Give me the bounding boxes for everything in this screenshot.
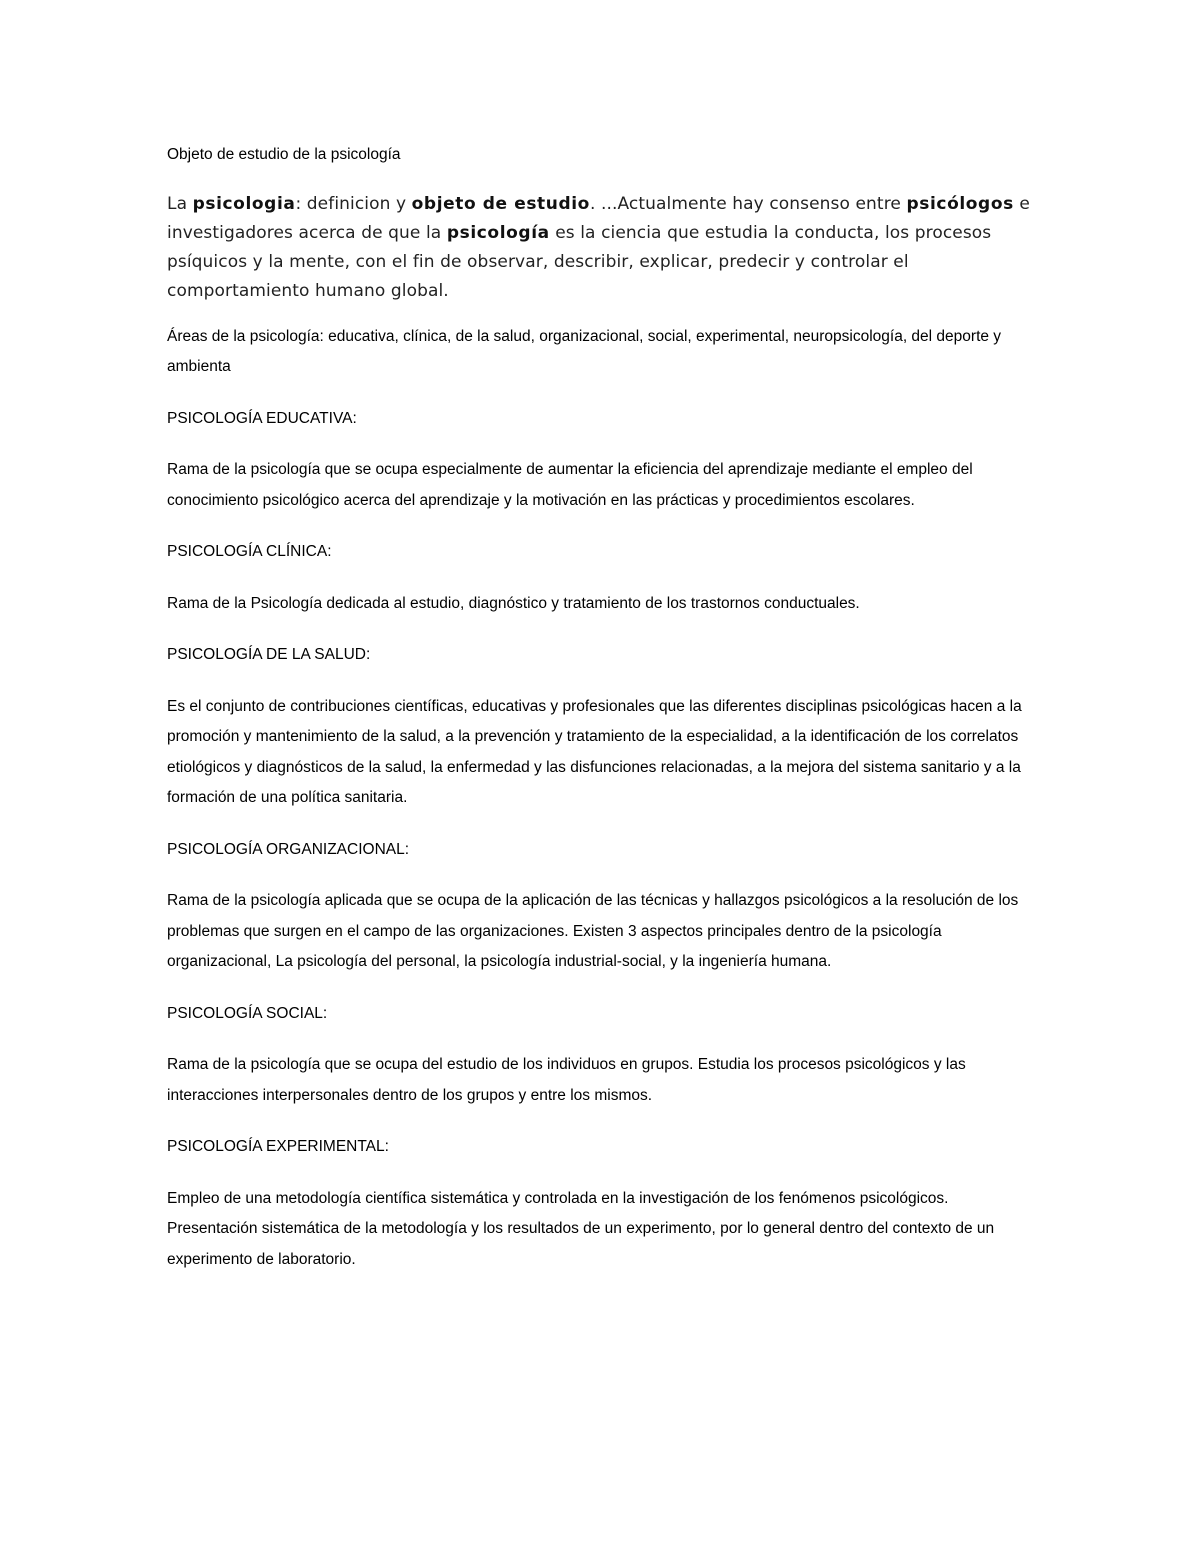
- document-page: [167, 140, 1042, 1296]
- lead-paragraph: [167, 190, 1042, 306]
- lead-text-1: La: [167, 193, 193, 214]
- areas-paragraph: Áreas de la psicología: educativa, clínica, de la salud, organizacional, social, experimental, neuropsicología, del deporte y ambienta: [167, 327, 1002, 375]
- section-text-experimental: Empleo de una metodología científica sistemática y controlada en la investigación de los fenómenos psicológicos. Presentación sistemática de la metodología y los resultados de un experimento, por lo general dentro del contexto de un experimento de laboratorio.: [167, 1189, 995, 1268]
- section-heading-organizacional: PSICOLOGÍA ORGANIZACIONAL:: [167, 840, 410, 858]
- section-heading-social: PSICOLOGÍA SOCIAL:: [167, 1004, 328, 1022]
- section-text-salud: Es el conjunto de contribuciones científicas, educativas y profesionales que las diferentes disciplinas psicológicas hacen a la promoción y mantenimiento de la salud, a la prevención y tratamiento de la especialidad, a la identificación de los correlatos etiológicos y diagnósticos de la salud, la enfermedad y las disfunciones relacionadas, a la mejora del sistema sanitario y a la formación de una política sanitaria.: [167, 697, 1022, 806]
- section-heading-clinica: PSICOLOGÍA CLÍNICA:: [167, 543, 332, 560]
- section-heading-educativa: PSICOLOGÍA EDUCATIVA:: [167, 409, 357, 427]
- lead-text-2: : definicion y: [295, 193, 412, 214]
- lead-bold-2: objeto de estudio: [411, 193, 590, 214]
- section-heading-salud: PSICOLOGÍA DE LA SALUD:: [167, 646, 371, 663]
- lead-bold-4: psicología: [446, 222, 550, 243]
- lead-bold-1: psicologia: [192, 193, 296, 214]
- lead-text-5: es la ciencia que estudia la conducta, los procesos psíquicos y la mente, con el fin de observar, describir, explicar, predecir y controlar el comportamiento humano global.: [167, 222, 992, 301]
- section-text-educativa: Rama de la psicología que se ocupa especialmente de aumentar la eficiencia del aprendizaje mediante el empleo del conocimiento psicológico acerca del aprendizaje y la motivación en las prácticas y procedimientos escolares.: [167, 461, 973, 509]
- lead-text-4: e investigadores acerca de que la: [167, 193, 1030, 243]
- section-text-organizacional: Rama de la psicología aplicada que se ocupa de la aplicación de las técnicas y hallazgos psicológicos a la resolución de los problemas que surgen en el campo de las organizaciones. Existen 3 aspectos principales dentro de la psicología organizacional, La psicología del personal, la psicología industrial-social, y la ingeniería humana.: [167, 892, 1019, 970]
- section-heading-experimental: PSICOLOGÍA EXPERIMENTAL:: [167, 1138, 389, 1155]
- section-text-social: Rama de la psicología que se ocupa del estudio de los individuos en grupos. Estudia los procesos psicológicos y las interacciones interpersonales dentro de los grupos y entre los mismos.: [167, 1056, 966, 1104]
- lead-bold-3: psicólogos: [906, 193, 1014, 214]
- section-text-clinica: Rama de la Psicología dedicada al estudio, diagnóstico y tratamiento de los trastornos conductuales.: [167, 594, 860, 612]
- document-title: Objeto de estudio de la psicología: [167, 146, 401, 163]
- lead-text-3: . ...Actualmente hay consenso entre: [589, 193, 907, 214]
